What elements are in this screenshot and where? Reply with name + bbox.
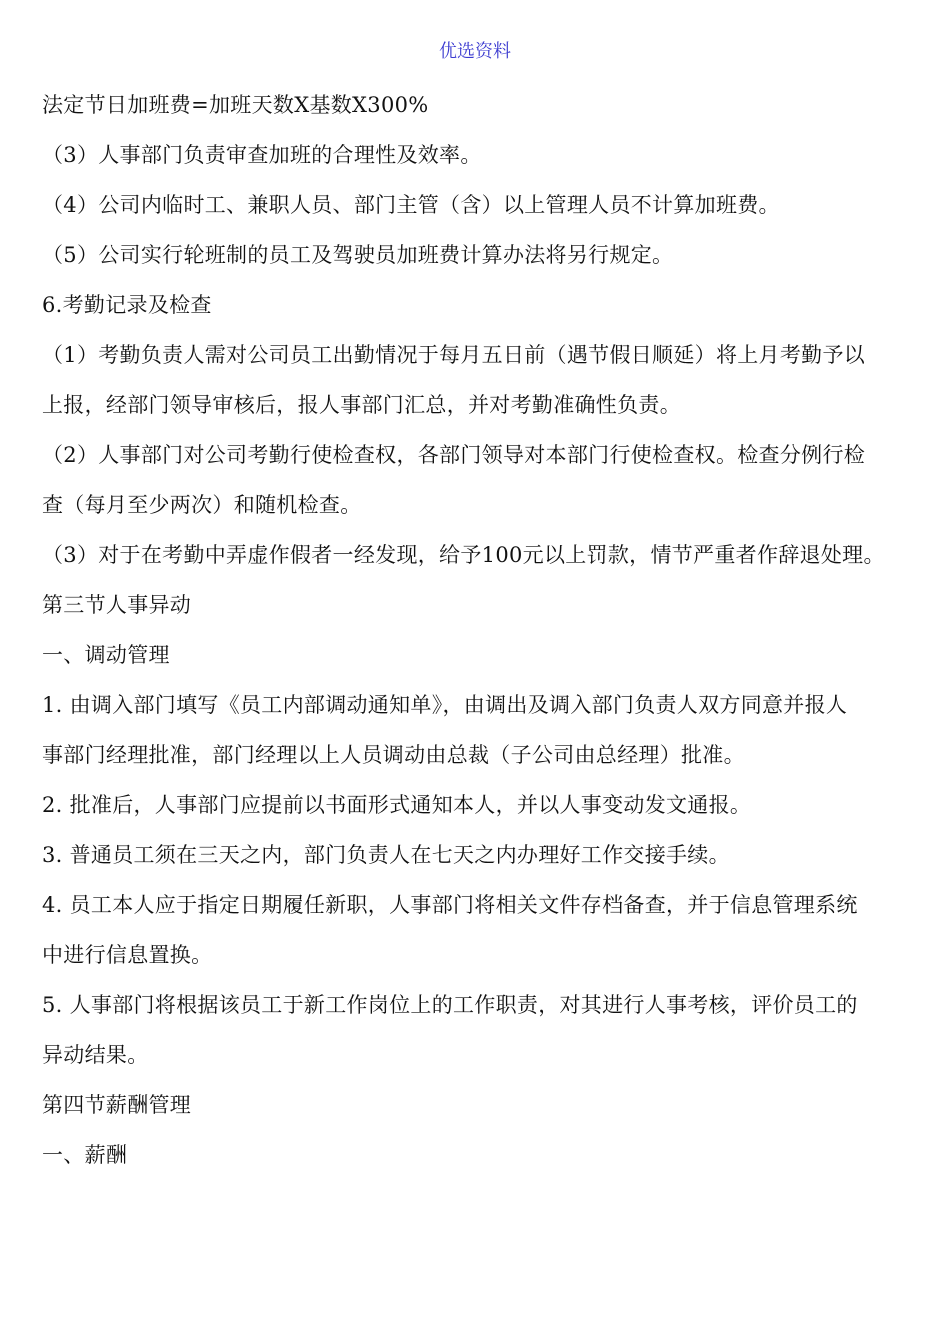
transfer-item-1-line-2: 事部门经理批准，部门经理以上人员调动由总裁（子公司由总经理）批准。 [42,743,745,767]
section-heading-personnel-changes: 第三节人事异动 [42,593,192,617]
attendance-item-2-line-1: （2）人事部门对公司考勤行使检查权，各部门领导对本部门行使检查权。检查分例行检 [42,443,866,467]
attendance-item-1-line-1: （1）考勤负责人需对公司员工出勤情况于每月五日前（遇节假日顺延）将上月考勤予以 [42,343,866,367]
transfer-item-2: 2. 批准后，人事部门应提前以书面形式通知本人，并以人事变动发文通报。 [42,793,752,817]
overtime-item-5: （5）公司实行轮班制的员工及驾驶员加班费计算办法将另行规定。 [42,243,674,267]
overtime-item-3: （3）人事部门负责审查加班的合理性及效率。 [42,143,482,167]
overtime-item-4: （4）公司内临时工、兼职人员、部门主管（含）以上管理人员不计算加班费。 [42,193,780,217]
page-header: 优选资料 [439,41,511,62]
attendance-item-1-line-2: 上报，经部门领导审核后，报人事部门汇总，并对考勤准确性负责。 [42,393,681,417]
section-heading-attendance: 6.考勤记录及检查 [42,293,212,317]
attendance-item-2-line-2: 查（每月至少两次）和随机检查。 [42,493,362,517]
attendance-item-3: （3）对于在考勤中弄虚作假者一经发现，给予100元以上罚款，情节严重者作辞退处理。 [42,543,885,567]
overtime-formula: 法定节日加班费=加班天数X基数X300% [42,93,429,117]
transfer-item-3: 3. 普通员工须在三天之内，部门负责人在七天之内办理好工作交接手续。 [42,843,730,867]
transfer-item-1-line-1: 1. 由调入部门填写《员工内部调动通知单》，由调出及调入部门负责人双方同意并报人 [42,693,848,717]
transfer-item-5-line-2: 异动结果。 [42,1043,149,1067]
transfer-item-4-line-2: 中进行信息置换。 [42,943,213,967]
transfer-item-5-line-1: 5. 人事部门将根据该员工于新工作岗位上的工作职责，对其进行人事考核，评价员工的 [42,993,858,1017]
subheading-transfer-management: 一、调动管理 [42,643,170,667]
transfer-item-4-line-1: 4. 员工本人应于指定日期履任新职，人事部门将相关文件存档备查，并于信息管理系统 [42,893,858,917]
section-heading-compensation: 第四节薪酬管理 [42,1093,192,1117]
subheading-compensation: 一、薪酬 [42,1143,128,1167]
document-body [42,80,922,1180]
